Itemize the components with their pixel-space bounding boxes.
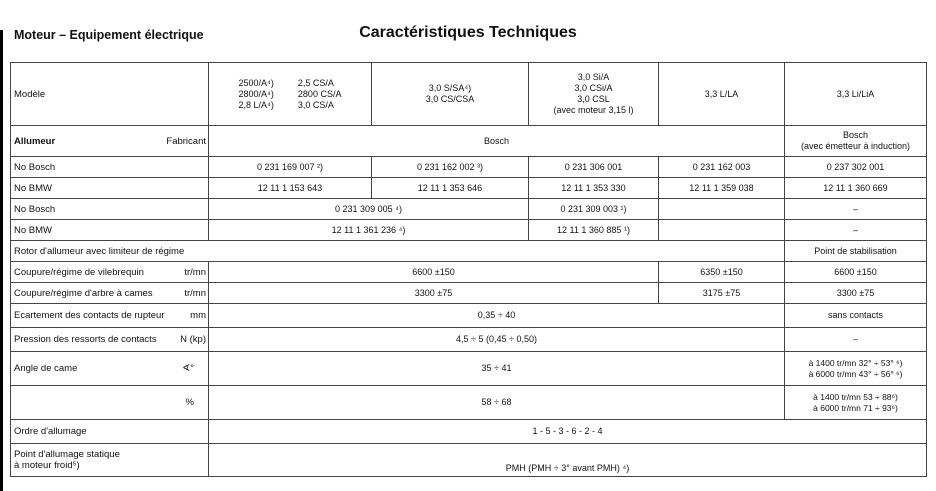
table-row: [11, 262, 927, 283]
cell-line: à 1400 tr/mn 32° ÷ 53° ⁶): [808, 357, 903, 368]
table-row: [11, 328, 927, 352]
cell: 4,5 ÷ 5 (0,45 ÷ 0,50): [209, 328, 785, 352]
model-text: 2,8 L/A⁴): [238, 99, 274, 110]
page-title: Caractéristiques Techniques: [359, 24, 577, 41]
cell: 0 231 306 001: [529, 157, 659, 178]
table-row-allumeur: [11, 126, 927, 157]
model-text: (avec moteur 3,15 l): [553, 105, 634, 115]
row-label: [11, 262, 209, 283]
unit-text: tr/mn: [184, 287, 206, 299]
table-row: [11, 352, 927, 386]
cell: 12 11 1 353 646: [372, 178, 529, 199]
cell: PMH (PMH ÷ 3° avant PMH) ⁴): [209, 444, 927, 477]
cell: 0 237 302 001: [785, 157, 927, 178]
row-label: [11, 444, 209, 477]
fabricant-label: Fabricant: [166, 135, 206, 147]
cell: 1 - 5 - 3 - 6 - 2 - 4: [209, 420, 927, 444]
label-text: Pression des ressorts de contacts: [14, 334, 157, 345]
cell: 12 11 1 359 038: [659, 178, 785, 199]
model-text: 3,0 CS/A: [297, 99, 334, 110]
model-text: 3,0 CSL: [577, 94, 610, 104]
model-label: Modèle: [11, 63, 209, 126]
cell: 0 231 309 005 ⁴): [209, 199, 529, 220]
cell: 3300 ±75: [209, 283, 659, 304]
spec-table: [10, 62, 927, 477]
cell: 0 231 162 003: [659, 157, 785, 178]
model-text: 2800 CS/A: [297, 88, 342, 99]
cell: [659, 199, 785, 220]
row-label: [11, 386, 209, 420]
table-row: [11, 283, 927, 304]
label-text: à moteur froid⁵): [14, 460, 80, 471]
cell: 0 231 162 002 ³): [372, 157, 529, 178]
cell: 35 ÷ 41: [209, 352, 785, 386]
model-text: 3,0 Si/A: [577, 72, 610, 82]
label-text: Coupure/régime d'arbre à cames: [14, 287, 153, 299]
cell: 12 11 1 361 236 ⁴): [209, 220, 529, 241]
row-label: [11, 304, 209, 328]
table-row-model: [11, 63, 927, 126]
cell-line: à 6000 tr/mn 43° ÷ 56° ⁶): [808, 368, 903, 379]
label-text: Ecartement des contacts de rupteur: [14, 310, 165, 321]
unit-text: ∢°: [182, 363, 194, 374]
fabricant-value-li: [785, 126, 927, 157]
cell: 6600 ±150: [785, 262, 927, 283]
model-col4: 3,3 L/LA: [659, 63, 785, 126]
fabricant-value: Bosch: [209, 126, 785, 157]
cell: 12 11 1 353 330: [529, 178, 659, 199]
fabricant-subtext: (avec émetteur à induction): [800, 141, 911, 151]
row-label: [11, 352, 209, 386]
table-row: [11, 199, 927, 220]
cell: 6350 ±150: [659, 262, 785, 283]
row-label: No Bosch: [11, 199, 209, 220]
model-text: 2500/A⁴): [238, 77, 274, 88]
unit-text: mm: [190, 310, 206, 321]
fabricant-text: Bosch: [842, 130, 868, 140]
label-text: Coupure/régime de vilebrequin: [14, 266, 144, 278]
cell: 0 231 309 003 ¹): [529, 199, 659, 220]
model-text: 3,0 CS/CSA: [425, 94, 475, 104]
model-col3: [529, 63, 659, 126]
cell-line: à 1400 tr/mn 53 ÷ 88⁶): [813, 391, 898, 402]
cell: 6600 ±150: [209, 262, 659, 283]
cell: 12 11 1 153 643: [209, 178, 372, 199]
cell: 0,35 ÷ 40: [209, 304, 785, 328]
model-col2: [372, 63, 529, 126]
row-label: No Bosch: [11, 157, 209, 178]
row-label: [11, 283, 209, 304]
cell: –: [785, 328, 927, 352]
row-label: No BMW: [11, 220, 209, 241]
cell: 58 ÷ 68: [209, 386, 785, 420]
row-label: Rotor d'allumeur avec limiteur de régime: [11, 241, 785, 262]
table-row: [11, 157, 927, 178]
table-row: [11, 178, 927, 199]
model-col1: [209, 63, 372, 126]
table-row: [11, 304, 927, 328]
cell: 12 11 1 360 885 ¹): [529, 220, 659, 241]
row-label: No BMW: [11, 178, 209, 199]
cell: 0 231 169 007 ²): [209, 157, 372, 178]
unit-text: tr/mn: [184, 266, 206, 278]
cell: 12 11 1 360 669: [785, 178, 927, 199]
row-label: [11, 328, 209, 352]
allumeur-heading: Allumeur: [14, 135, 56, 147]
unit-text: %: [185, 397, 194, 408]
model-col5: 3,3 Li/LiA: [785, 63, 927, 126]
page-edge-bar: [0, 30, 3, 491]
table-row: [11, 386, 927, 420]
label-text: Angle de came: [14, 363, 78, 374]
cell-line: à 6000 tr/mn 71 ÷ 93⁶): [813, 402, 898, 413]
unit-text: N (kp): [180, 334, 206, 345]
table-row: [11, 420, 927, 444]
section-title: Moteur – Equipement électrique: [14, 28, 204, 42]
model-text: 3,0 S/SA⁴): [428, 83, 472, 93]
table-row: [11, 241, 927, 262]
cell: 3175 ±75: [659, 283, 785, 304]
table-row: [11, 220, 927, 241]
model-text: 2,5 CS/A: [297, 77, 334, 88]
cell: –: [785, 199, 927, 220]
cell: sans contacts: [785, 304, 927, 328]
cell: Point de stabilisation: [785, 241, 927, 262]
label-text: Point d'allumage statique: [14, 449, 120, 460]
row-label: Ordre d'allumage: [11, 420, 209, 444]
table-row: [11, 444, 927, 477]
cell: [659, 220, 785, 241]
cell: –: [785, 220, 927, 241]
cell: 3300 ±75: [785, 283, 927, 304]
model-text: 3,0 CSi/A: [574, 83, 613, 93]
model-text: 2800/A⁴): [238, 88, 274, 99]
cell: [785, 386, 927, 420]
cell: [785, 352, 927, 386]
allumeur-label: [11, 126, 209, 157]
